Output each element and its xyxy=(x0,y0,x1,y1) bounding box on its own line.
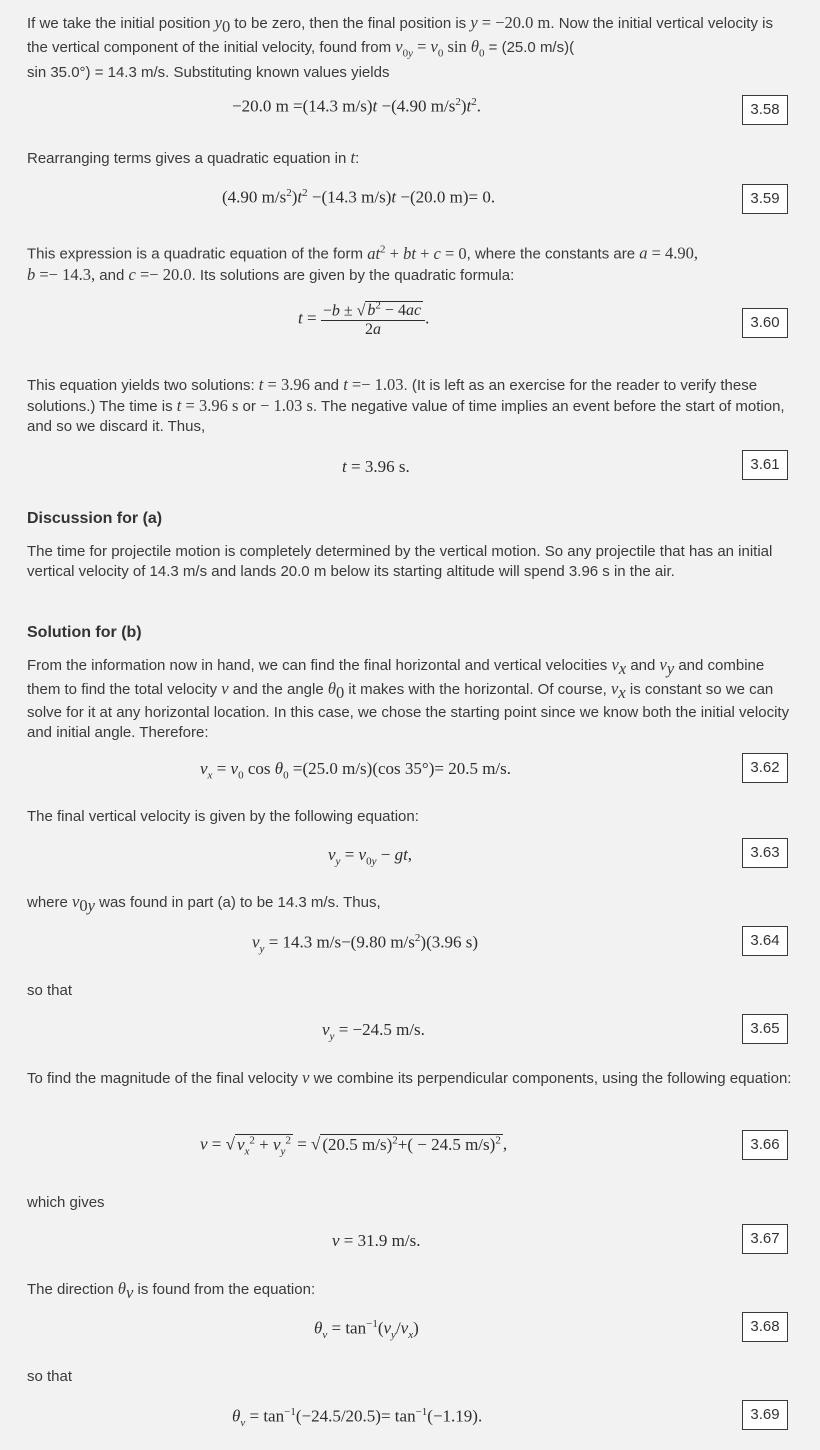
equation-number: 3.65 xyxy=(742,1014,788,1044)
intro-paragraph: If we take the initial position $y_0$ to be zero, then the final position is y = −20.0 m. Now the initial vertical velocity is the vertical component of the initial velocity, found from $v_{0y} = v_0$ $\sin \theta_0 = (25.0$ m/s)( sin 35.0°) = 14.3 m/s. Substituting known values yields xyxy=(27,13,773,82)
equation-number: 3.58 xyxy=(742,95,788,125)
equation-number: 3.66 xyxy=(742,1130,788,1160)
paragraph-so-that xyxy=(27,981,793,1001)
paragraph-where-v0y: where $v_{0y}$ was found in part (a) to be 14.3 m/s. Thus, xyxy=(27,892,381,915)
heading-discussion-a: Discussion for (a) xyxy=(27,510,163,527)
paragraph-rearranging: Rearranging terms gives a quadratic equation in t: xyxy=(27,148,360,167)
text-fragment: Rearranging terms gives a quadratic equation in xyxy=(27,150,347,167)
text-fragment: = (25.0 m/s)( xyxy=(488,39,575,56)
text-fragment: sin 35.0°) = 14.3 m/s. Substituting known values yields xyxy=(27,64,390,82)
text-fragment: was found in part (a) to be 14.3 m/s. Thus, xyxy=(99,894,381,911)
paragraph-solution-b: From the information now in hand, we can find the final horizontal and vertical velocities $v_x$ and $v_y$ and combine them to find the total velocity v and the angle $\theta_0$ it makes with the horizontal. Of course, $v_x$ is constant so we can solve for it at any horizontal location. In this case, we chose the starting point since we know both the initial velocity and initial angle. Therefore: xyxy=(27,655,790,741)
text-fragment: and the angle xyxy=(232,681,324,698)
text-fragment: To find the magnitude of the final velocity xyxy=(27,1070,298,1087)
paragraph-direction: The direction $\theta_v$ is found from the equation: xyxy=(27,1279,316,1302)
equation-number: 3.69 xyxy=(742,1400,788,1430)
text-fragment: it makes with the horizontal. Of course, xyxy=(348,681,607,698)
paragraph-quadratic-form: This expression is a quadratic equation of the form $at^2$ + bt + c = 0, where the constants are a = 4.90, b =− 14.3, and c =− 20.0. Its solutions are given by the quadratic formula: xyxy=(27,243,699,284)
text-fragment: If we take the initial position xyxy=(27,15,211,32)
text-fragment: where xyxy=(27,894,68,911)
text-fragment: , where the constants are xyxy=(466,245,636,263)
text-fragment: . (It is left as an exercise for the reader to verify these solutions.) The time is xyxy=(27,377,758,415)
equation-number: 3.63 xyxy=(742,838,788,868)
equation-number: 3.67 xyxy=(742,1224,788,1254)
text-fragment: so that xyxy=(27,982,73,999)
heading-solution-b: Solution for (b) xyxy=(27,624,142,641)
text-fragment: or xyxy=(242,398,256,415)
paragraph-which-gives xyxy=(27,1193,793,1213)
text-fragment: and combine them to find the total velocity xyxy=(27,657,765,698)
equation-number: 3.68 xyxy=(742,1312,788,1342)
text-fragment: . Its solutions are given by the quadratic formula: xyxy=(191,266,515,284)
text-fragment: is found from the equation: xyxy=(137,1281,316,1298)
text-fragment: The direction xyxy=(27,1281,114,1298)
text-fragment: . Now the initial vertical velocity is the vertical component of the initial velocity, found from xyxy=(27,15,773,56)
paragraph-discussion xyxy=(27,542,793,582)
paragraph-so-that-2 xyxy=(27,1367,793,1387)
text-fragment: This equation yields two solutions: xyxy=(27,377,255,394)
text-fragment: and xyxy=(630,657,656,674)
text-fragment: This expression is a quadratic equation of the form xyxy=(27,245,364,263)
equation-number: 3.61 xyxy=(742,450,788,480)
text-fragment: which gives xyxy=(27,1194,105,1211)
text-fragment: The time for projectile motion is completely determined by the vertical motion. So any projectile that has an initial vertical velocity of 14.3 m/s and lands 20.0 m below its starting altitude will spend 3.96 s in the air. xyxy=(27,543,773,580)
text-fragment: is constant so we can solve for it at any horizontal location. In this case, we chose the starting point since we know both the initial velocity and initial angle. Therefore: xyxy=(27,681,790,741)
text-fragment: and xyxy=(99,266,125,284)
equation-number: 3.62 xyxy=(742,753,788,783)
text-fragment: to be zero, then the final position is xyxy=(234,15,467,32)
equation-number: 3.60 xyxy=(742,308,788,338)
paragraph-two-solutions: This equation yields two solutions: t = 3.96 and t =− 1.03. (It is left as an exercise for the reader to verify these solutions.) The time is t = 3.96 s or − 1.03 s. The negative value of time implies an event before the start of motion, and so we discard it. Thus, xyxy=(27,375,785,435)
text-fragment: so that xyxy=(27,1368,73,1385)
text-fragment: and xyxy=(314,377,340,394)
text-fragment: From the information now in hand, we can find the final horizontal and vertical velocities xyxy=(27,657,608,674)
text-fragment: . The negative value of time implies an event before the start of motion, and so we discard it. Thus, xyxy=(27,398,785,435)
equation-number: 3.64 xyxy=(742,926,788,956)
text-fragment: The final vertical velocity is given by the following equation: xyxy=(27,808,419,825)
equation-number: 3.59 xyxy=(742,184,788,214)
paragraph-magnitude: To find the magnitude of the final velocity v we combine its perpendicular components, using the following equation: xyxy=(27,1068,792,1087)
text-fragment: we combine its perpendicular components, using the following equation: xyxy=(313,1070,792,1087)
paragraph-final-vertical xyxy=(27,807,793,827)
